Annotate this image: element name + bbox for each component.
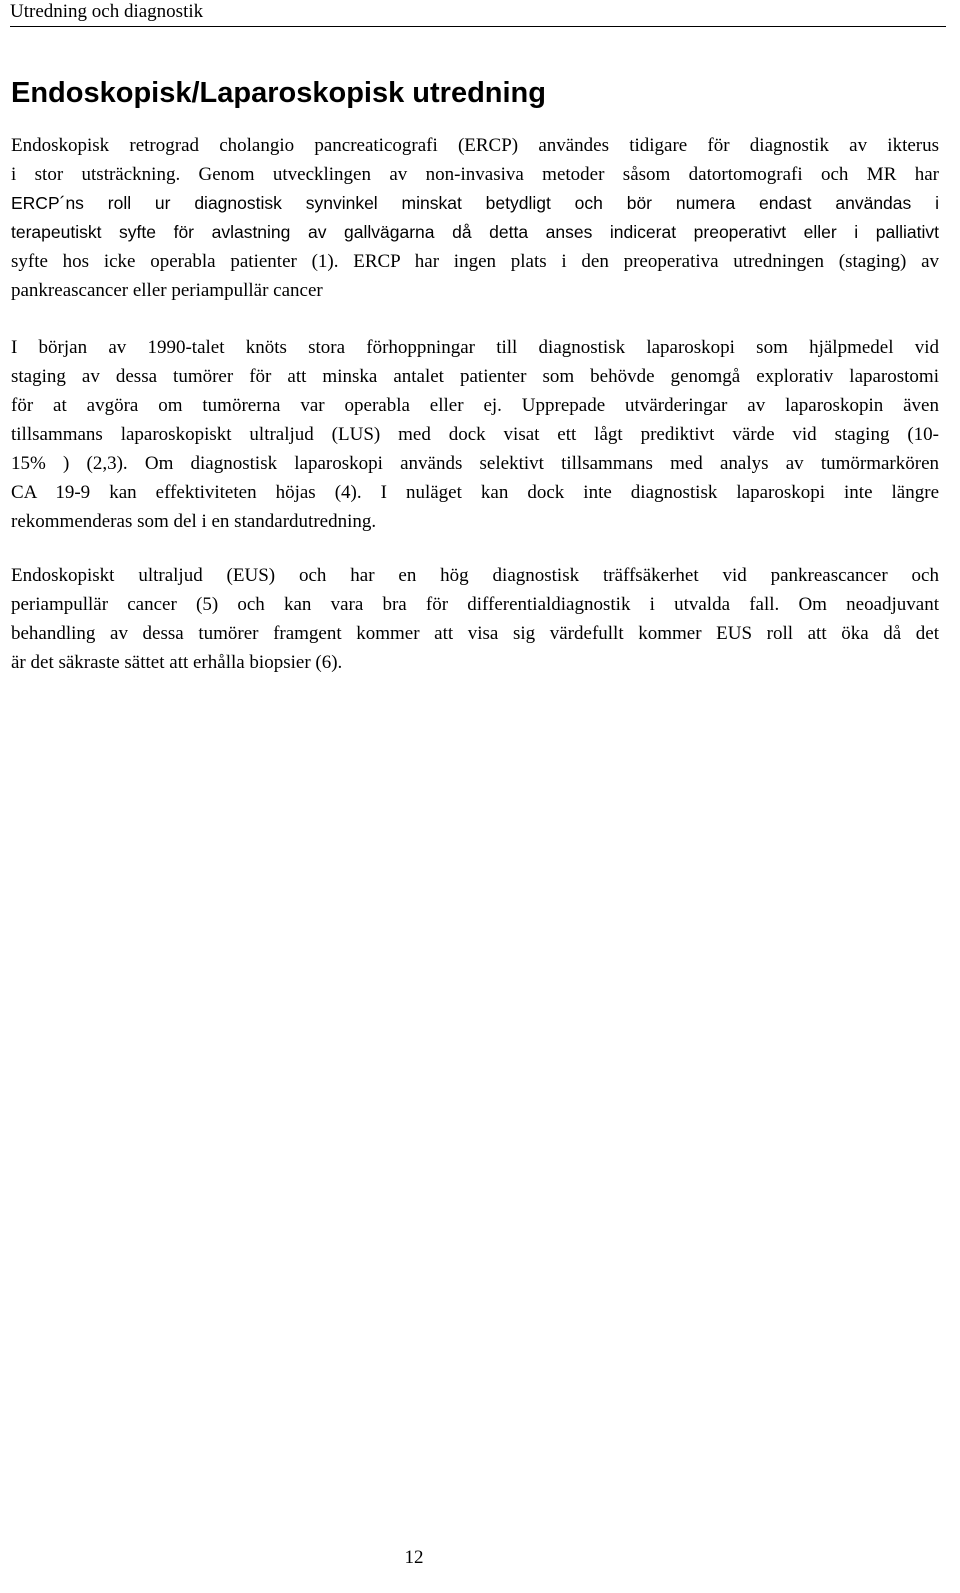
paragraph-line: i stor utsträckning. Genom utvecklingen av non-invasiva metoder såsom datortomografi och MR har [11, 164, 939, 185]
paragraph-line: Endoskopiskt ultraljud (EUS) och har en hög diagnostisk träffsäkerhet vid pankreascancer och [11, 565, 939, 586]
paragraph-line: periampullär cancer (5) och kan vara bra för differentialdiagnostik i utvalda fall. Om neoadjuvant [11, 594, 939, 615]
paragraph-line: I början av 1990-talet knöts stora förhoppningar till diagnostisk laparoskopi som hjälpmedel vid [11, 337, 939, 358]
page-number: 12 [404, 1547, 424, 1568]
paragraph-line: CA 19-9 kan effektiviteten höjas (4). I nuläget kan dock inte diagnostisk laparoskopi inte längre [11, 482, 939, 503]
section-heading: Endoskopisk/Laparoskopisk utredning [11, 77, 546, 109]
paragraph-line: terapeutiskt syfte för avlastning av gallvägarna då detta anses indicerat preoperativt eller i palliativt [11, 222, 939, 242]
paragraph-line: 15% ) (2,3). Om diagnostisk laparoskopi används selektivt tillsammans med analys av tumörmarkören [11, 453, 939, 474]
paragraph-line: tillsammans laparoskopiskt ultraljud (LUS) med dock visat ett lågt prediktivt värde vid staging (10- [11, 424, 939, 445]
paragraph-line: behandling av dessa tumörer framgent kommer att visa sig värdefullt kommer EUS roll att öka då det [11, 623, 939, 644]
paragraph-line: för at avgöra om tumörerna var operabla eller ej. Upprepade utvärderingar av laparoskopin även [11, 395, 939, 416]
paragraph-ercp [11, 131, 939, 305]
paragraph-line: staging av dessa tumörer för att minska antalet patienter som behövde genomgå explorativ laparostomi [11, 366, 939, 387]
paragraph-line: pankreascancer eller periampullär cancer [11, 280, 323, 301]
paragraph-eus [11, 561, 939, 677]
paragraph-line: är det säkraste sättet att erhålla biopsier (6). [11, 652, 343, 673]
running-header-title: Utredning och diagnostik [10, 1, 204, 22]
paragraph-line: ERCP´ns roll ur diagnostisk synvinkel minskat betydligt och bör numera endast användas i [11, 193, 939, 213]
paragraph-line: syfte hos icke operabla patienter (1). ERCP har ingen plats i den preoperativa utredningen (staging) av [11, 251, 939, 272]
paragraph-laparoscopy [11, 333, 939, 536]
paragraph-line: rekommenderas som del i en standardutredning. [11, 511, 377, 532]
running-header [10, 0, 946, 27]
paragraph-line: Endoskopisk retrograd cholangio pancreaticografi (ERCP) användes tidigare för diagnostik av ikterus [11, 135, 939, 156]
